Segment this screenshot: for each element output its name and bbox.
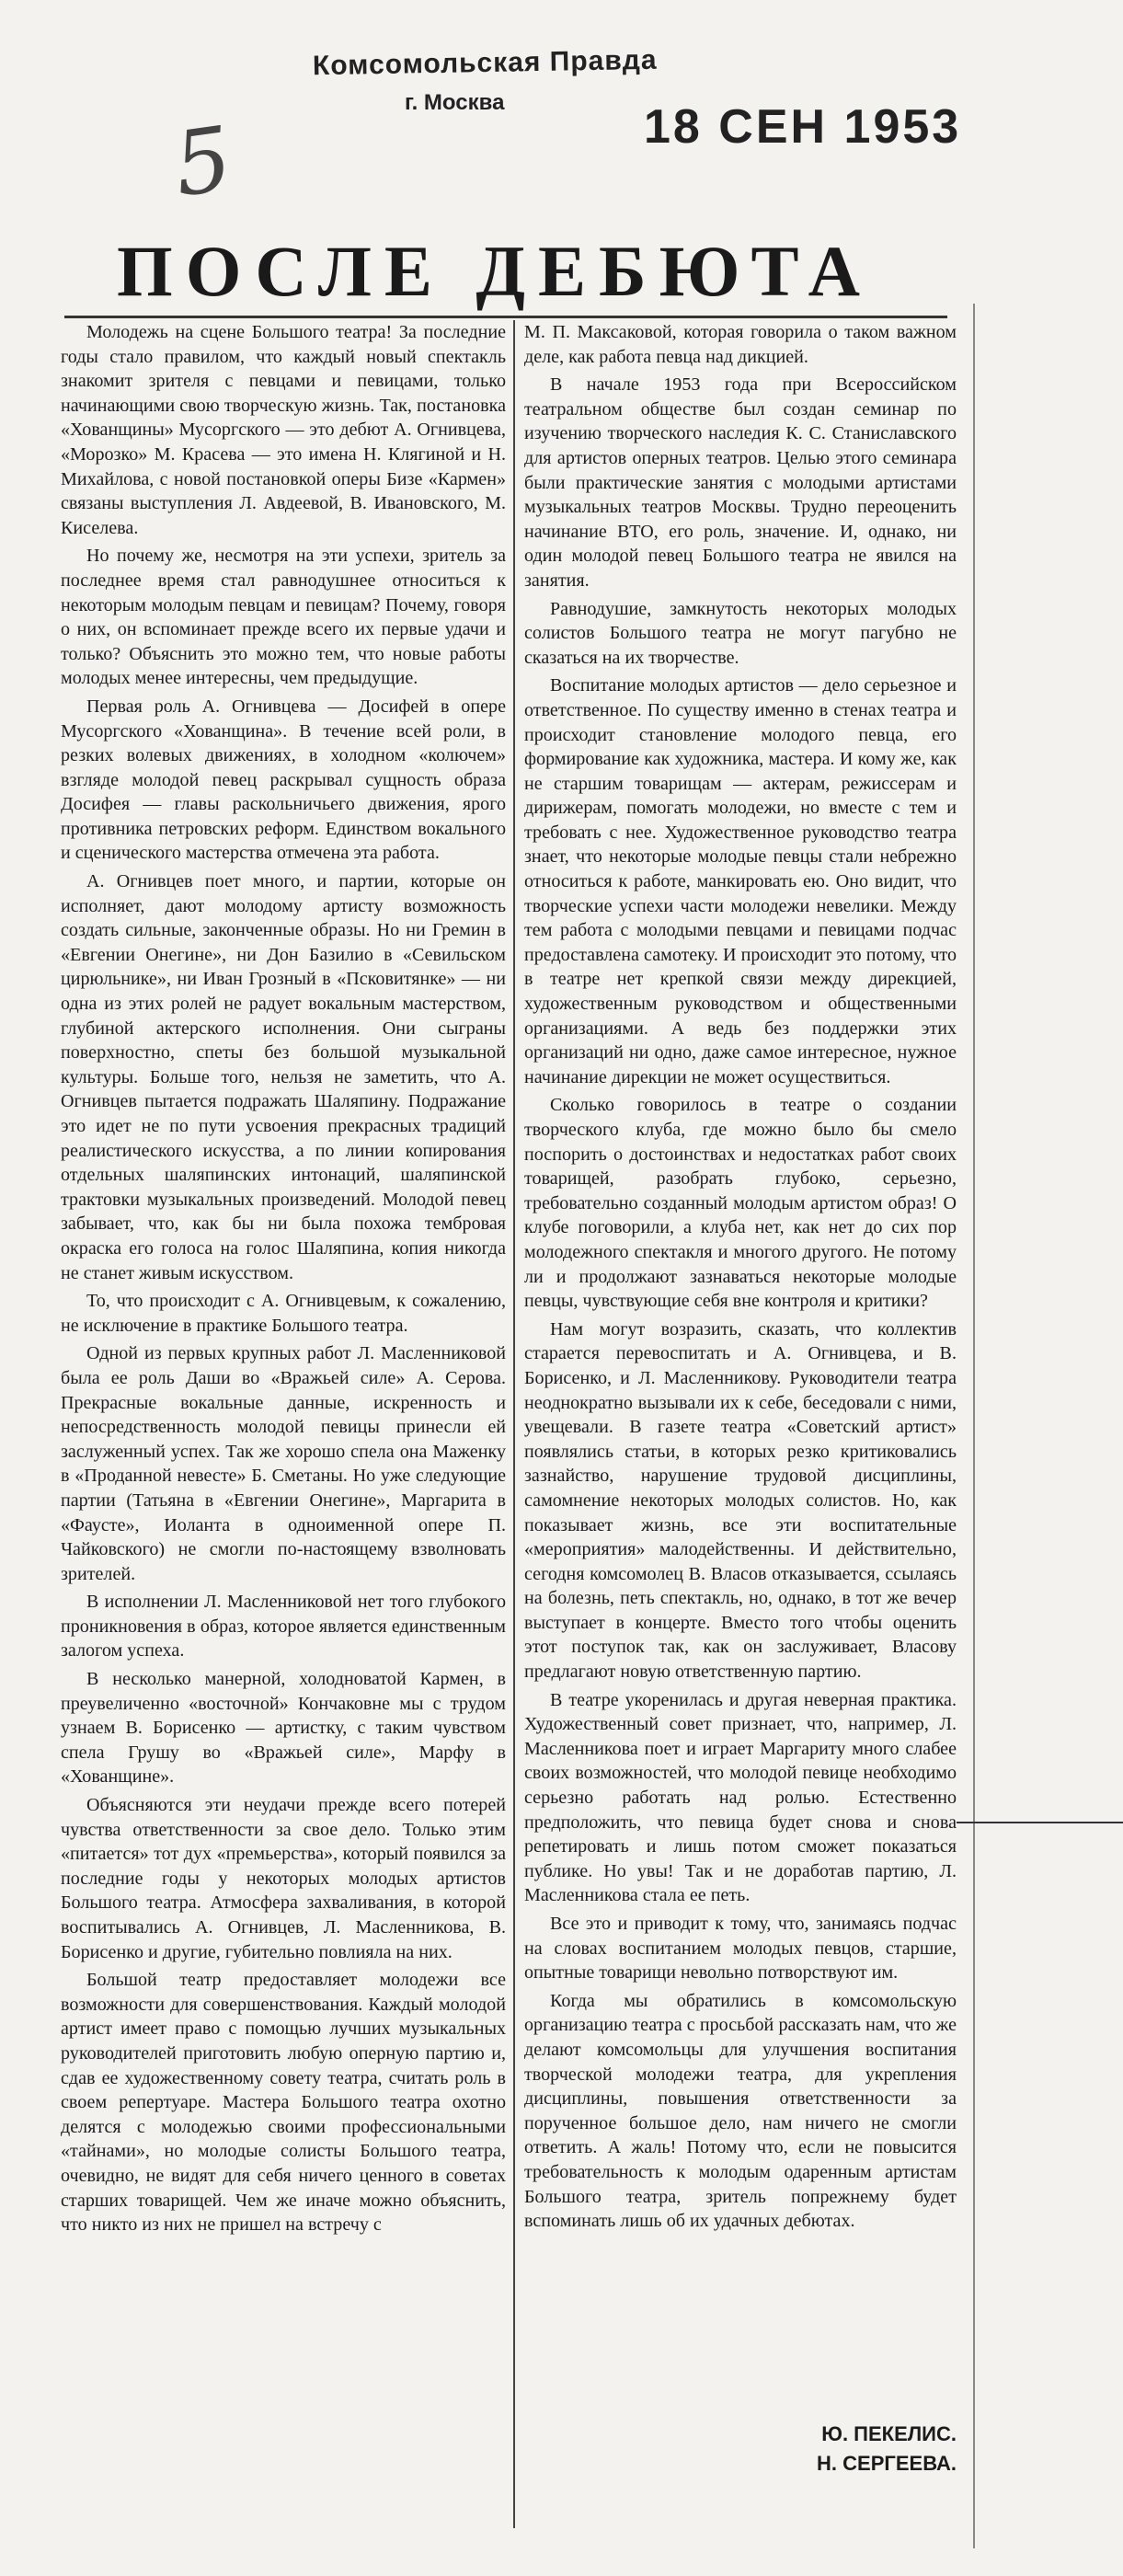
paragraph: В несколько манерной, холодноватой Кармен, в преувеличенно «восточной» Кончаковне мы с трудом узнаем В. Борисенко — артистку, с таким чувством спела Грушу во «Вражьей силе», Марфу в «Хованщине». [61, 1669, 506, 1788]
right-column [524, 320, 957, 2399]
column-divider [513, 320, 515, 2528]
author-signatures [782, 2420, 957, 2478]
city-stamp: г. Москва [405, 90, 505, 115]
handwritten-mark: 5 [167, 107, 238, 217]
paragraph: То, что происходит с А. Огнивцевым, к сожалению, не исключение в практике Большого театра. [61, 1291, 506, 1336]
article-title: ПОСЛЕ ДЕБЮТА [117, 231, 873, 311]
paragraph: Объясняются эти неудачи прежде всего потерей чувства ответственности за свое дело. Только этим «питается» тот дух «премьерства», который появился за последние годы у некоторых молодых артистов Большого театра. Атмосфера захваливания, в которой воспитывались А. Огнивцев, Л. Масленникова, В. Борисенко и другие, губительно повлияла на них. [61, 1795, 506, 1962]
paragraph: Равнодушие, замкнутость некоторых молодых солистов Большого театра не могут пагубно не сказаться на их творчестве. [524, 598, 957, 668]
date-stamp: 18 СЕН 1953 [644, 100, 962, 154]
paragraph: Сколько говорилось в театре о создании творческого клуба, где можно было бы смело поспорить о достоинствах и недостатках работ своих товарищей, разобрать глубоко, серьезно, требовательно созданный молодым артистом образ! О клубе поговорили, а клуба нет, как нет до сих пор молодежного спектакля и многого другого. Не потому ли и продолжают зазнаваться некоторые молодые певцы, чувствующие себя вне контроля и критики? [524, 1095, 957, 1312]
author-name: Ю. ПЕКЕЛИС. [821, 2422, 957, 2445]
clipping-cut-line [957, 1822, 1123, 1823]
author-name: Н. СЕРГЕЕВА. [817, 2452, 957, 2475]
paragraph: В начале 1953 года при Всероссийском театральном обществе был создан семинар по изучению творческого наследия К. С. Станиславского для артистов оперных театров. Целью этого семинара были практические занятия с молодыми артистами музыкальных театров Москвы. Трудно переоценить начинание ВТО, его роль, значение. И, однако, ни один молодой певец Большого театра не явился на занятия. [524, 374, 957, 591]
newspaper-stamp: Комсомольская Правда [312, 44, 658, 82]
paragraph: Одной из первых крупных работ Л. Масленниковой была ее роль Даши во «Вражьей силе» А. Серова. Прекрасные вокальные данные, искренность и непосредственность молодой певицы принесли ей заслуженный успех. Так же хорошо спела она Маженку в «Проданной невесте» Б. Сметаны. Но уже следующие партии (Татьяна в «Евгении Онегине», Маргарита в «Фаусте», Иоланта в одноименной опере П. Чайковского) не смогли по-настоящему взволновать зрителей. [61, 1343, 506, 1584]
paragraph: А. Огнивцев поет много, и партии, которые он исполняет, дают молодому артисту возможность создать сильные, законченные образы. Но ни Гремин в «Евгении Онегине», ни Дон Базилио в «Севильском цирюльнике», ни Иван Грозный в «Псковитянке» — ни одна из этих ролей не радует вокальным мастерством, глубиной актерского исполнения. Они сыграны поверхностно, спеты без большой музыкальной культуры. Больше того, нельзя не заметить, что А. Огнивцев пытается подражать Шаляпину. Подражание это идет не по пути усвоения прекрасных традиций реалистического искусства, а по линии копирования отдельных шаляпинских интонаций, шаляпинской трактовки музыкальных произведений. Молодой певец забывает, что, как бы ни была похожа тембровая окраска его голоса на голос Шаляпина, копия никогда не станет живым искусством. [61, 871, 506, 1283]
paragraph: Все это и приводит к тому, что, занимаясь подчас на словах воспитанием молодых певцов, старшие, опытные товарищи невольно потворствуют им. [524, 1914, 957, 1984]
title-rule [64, 316, 947, 318]
paragraph: Большой театр предоставляет молодежи все возможности для совершенствования. Каждый молодой артист имеет право с помощью лучших музыкальных руководителей приготовить любую оперную партию и, сдав ее художественному совету театра, считать роль в своем репертуаре. Мастера Большого театра охотно делятся с молодежью своими профессиональными «тайнами», но молодые солисты Большого театра, очевидно, не видят для себя ничего ценного в советах старших товарищей. Чем же иначе можно объяснить, что никто из них не пришел на встречу с [61, 1970, 506, 2236]
paragraph: М. П. Максаковой, которая говорила о таком важном деле, как работа певца над дикцией. [524, 322, 957, 367]
left-column [61, 320, 506, 2519]
paragraph: Воспитание молодых артистов — дело серьезное и ответственное. По существу именно в стенах театра и происходит становление молодого певца, его формирование как художника, мастера. И кому же, как не старшим товарищам — актерам, режиссерам и дирижерам, помогать молодежи, но вместе с тем и требовать с нее. Художественное руководство театра знает, что некоторые молодые певцы стали небрежно относиться к работе, манкировать ею. Оно видит, что творческие успехи части молодежи невелики. Между тем работа с молодыми певцами и певицами подчас предоставлена самотеку. И происходит это потому, что в театре нет крепкой связи между дирекцией, художественным руководством и общественными организациями. А ведь без поддержки этих организаций ни одно, даже самое интересное, нужное начинание дирекции не может осуществиться. [524, 675, 957, 1087]
paragraph: Нам могут возразить, сказать, что коллектив старается перевоспитать и А. Огнивцева, и В. Борисенко, и Л. Масленникову. Руководители театра неоднократно вызывали их к себе, беседовали с ними, увещевали. В газете театра «Советский артист» появлялись статьи, в которых резко критиковались зазнайство, нарушение трудовой дисциплины, самомнение некоторых молодых солистов. Но, как показывает жизнь, все эти воспитательные «мероприятия» малодейственны. И действительно, сегодня комсомолец В. Власов отказывается, ссылаясь на болезнь, петь спектакль, но, однако, в тот же вечер выступает в концерте. Вместо того чтобы оценить этот поступок так, как он заслуживает, Власову предлагают новую ответственную партию. [524, 1318, 957, 1683]
paragraph: В театре укоренилась и другая неверная практика. Художественный совет признает, что, например, Л. Масленникова поет и играет Маргариту много слабее своих возможностей, что молодой певице необходимо серьезно работать над ролью. Естественно предположить, что певица будет снова и снова репетировать и лишь потом сможет показаться публике. Но увы! Так и не доработав партию, Л. Масленникова стала ее петь. [524, 1689, 957, 1906]
paragraph: Но почему же, несмотря на эти успехи, зритель за последнее время стал равнодушнее относиться к некоторым молодым певцам и певицам? Почему, говоря о них, он вспоминает прежде всего их первые удачи и только? Объяснить это можно тем, что новые работы молодых менее интересны, чем предыдущие. [61, 546, 506, 689]
paragraph: Когда мы обратились в комсомольскую организацию театра с просьбой рассказать нам, что же делают комсомольцы для улучшения воспитания творческой молодежи театра, для укрепления дисциплины, повышения ответственности за порученное большое дело, нам ничего не смогли ответить. А жаль! Потому что, если не повысится требовательность к молодым одаренным артистам Большого театра, зритель попрежнему будет вспоминать лишь об их удачных дебютах. [524, 1990, 957, 2232]
paragraph: Первая роль А. Огнивцева — Досифей в опере Мусоргского «Хованщина». В течение всей роли, в резких волевых движениях, в холодном «колючем» взгляде молодой певец раскрывал сущность образа Досифея — главы раскольничьего движения, ярого противника петровских реформ. Единством вокального и сценического мастерства отмечена эта работа. [61, 696, 506, 864]
paragraph: Молодежь на сцене Большого театра! За последние годы стало правилом, что каждый новый спектакль знакомит зрителя с певцами и певицами, только начинающими свою творческую жизнь. Так, постановка «Хованщины» Мусоргского — это дебют А. Огнивцева, «Морозко» М. Красева — это имена Н. Клягиной и Н. Михайлова, с новой постановкой оперы Бизе «Кармен» связаны выступления Л. Авдеевой, В. Ивановского, М. Киселева. [61, 322, 506, 538]
paragraph: В исполнении Л. Масленниковой нет того глубокого проникновения в образ, которое является единственным залогом успеха. [61, 1592, 506, 1662]
